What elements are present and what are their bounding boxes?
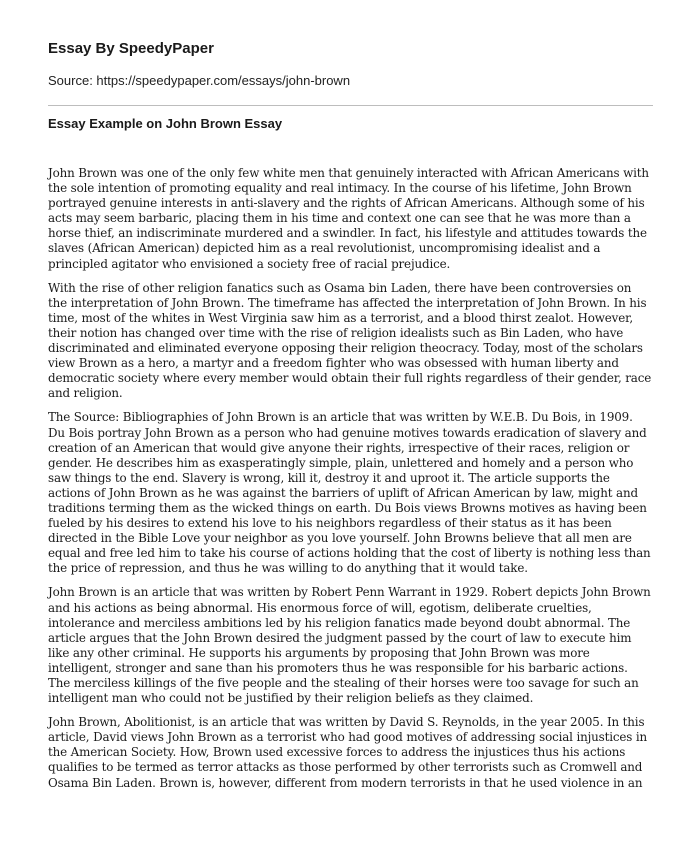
brand-title: Essay By SpeedyPaper xyxy=(48,40,214,57)
essay-body xyxy=(48,166,653,791)
essay-title: Essay Example on John Brown Essay xyxy=(48,116,283,131)
header-divider xyxy=(48,105,653,106)
source-line: Source: https://speedypaper.com/essays/john-brown xyxy=(48,73,351,88)
essay-paragraph: With the rise of other religion fanatics such as Osama bin Laden, there have been controversies on the interpretation of John Brown. The timeframe has affected the interpretation of John Brown. In his time, most of the whites in West Virginia saw him as a terrorist, and a blood thirst zealot. However, their notion has changed over time with the rise of religion idealists such as Bin Laden, who have discriminated and eliminated everyone opposing their religion theocracy. Today, most of the scholars view Brown as a hero, a martyr and a freedom fighter who was obsessed with human liberty and democratic society where every member would obtain their full rights regardless of their gender, race and religion. xyxy=(48,280,652,401)
essay-paragraph: The Source: Bibliographies of John Brown is an article that was written by W.E.B. Du Bois, in 1909. Du Bois portray John Brown as a person who had genuine motives towards eradication of slavery and creation of an American that would give anyone their rights, irrespective of their races, religion or gender. He describes him as exasperatingly simple, plain, unlettered and homely and a person who saw things to the end. Slavery is wrong, kill it, destroy it and uproot it. The article supports the actions of John Brown as he was against the barriers of uplift of African American by law, might and traditions terming them as the wicked things on earth. Du Bois views Browns motives as having been fueled by his desires to extend his love to his neighbors regardless of their status as it has been directed in the Bible Love your neighbor as you love yourself. John Browns believe that all men are equal and free led him to take his course of actions holding that the cost of liberty is nothing less than the price of repression, and thus he was willing to do anything that it would take. xyxy=(48,410,651,576)
essay-paragraph: John Brown is an article that was written by Robert Penn Warrant in 1929. Robert depicts John Brown and his actions as being abnormal. His enormous force of will, egotism, deliberate cruelties, intolerance and merciless ambitions led by his religion fanatics made beyond doubt abnormal. The article argues that the John Brown desired the judgment passed by the court of law to execute him like any other criminal. He supports his arguments by proposing that John Brown was more intelligent, stronger and sane than his promoters thus he was responsible for his barbaric actions. The merciless killings of the five people and the stealing of their horses were too savage for such an intelligent man who could not be justified by their religion beliefs as they claimed. xyxy=(48,585,651,706)
essay-paragraph: John Brown, Abolitionist, is an article that was written by David S. Reynolds, in the year 2005. In this article, David views John Brown as a terrorist who had good motives of addressing social injustices in the American Society. How, Brown used excessive forces to address the injustices thus his actions qualifies to be termed as terror attacks as those performed by other terrorists such as Cromwell and Osama Bin Laden. Brown is, however, different from modern terrorists in that he used violence in an xyxy=(48,715,648,790)
essay-page xyxy=(48,40,653,800)
essay-paragraph: John Brown was one of the only few white men that genuinely interacted with African Americans with the sole intention of promoting equality and real intimacy. In the course of his lifetime, John Brown portrayed genuine interests in anti-slavery and the rights of African Americans. Although some of his acts may seem barbaric, placing them in his time and context one can see that he was more than a horse thief, an indiscriminate murdered and a swindler. In fact, his lifestyle and attitudes towards the slaves (African American) depicted him as a real revolutionist, uncompromising idealist and a principled agitator who envisioned a society free of racial prejudice. xyxy=(48,166,649,271)
